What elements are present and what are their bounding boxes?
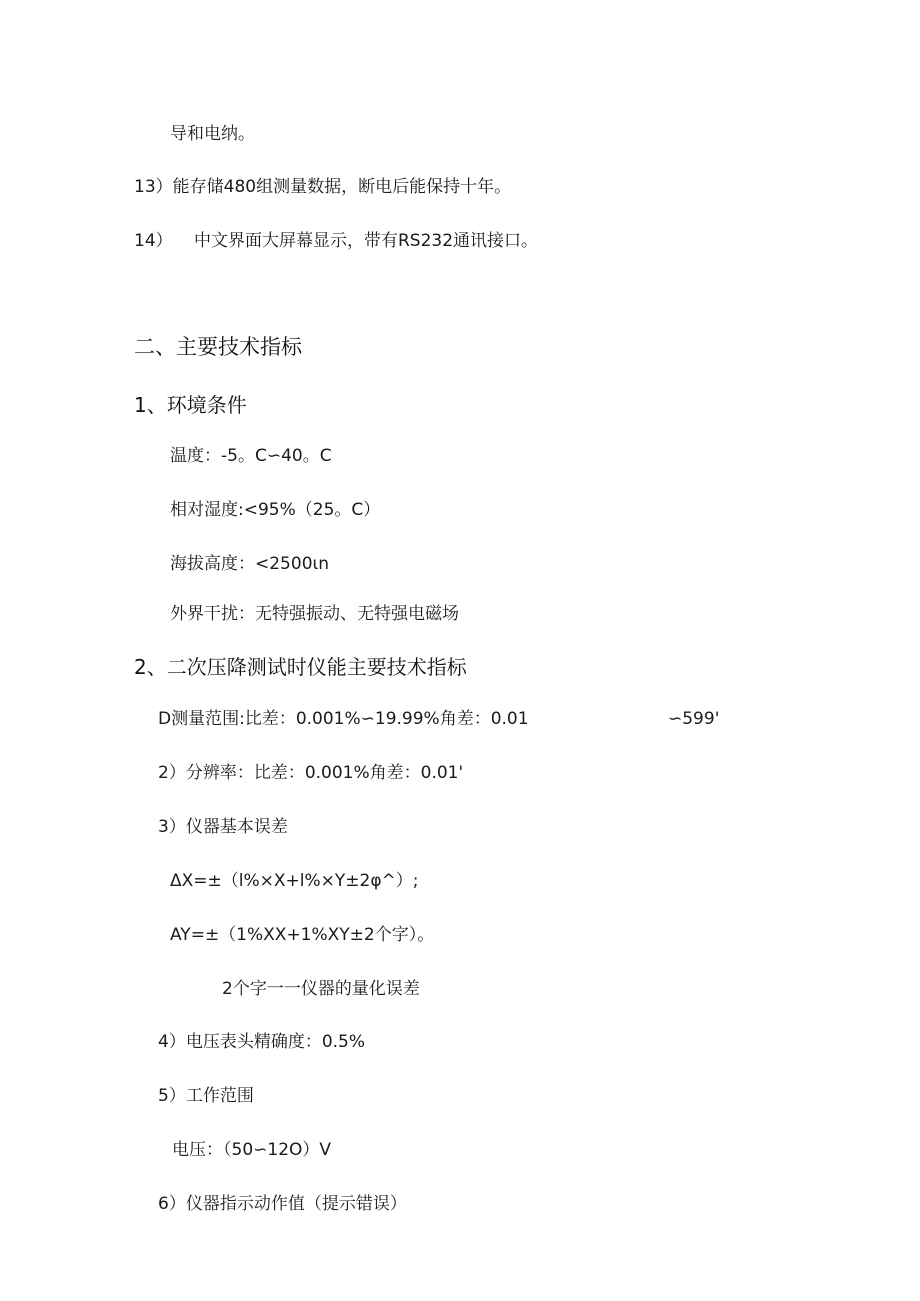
formula-delta-x: ΔX=±（l%×X+l%×Y±2φ^）; — [170, 871, 419, 891]
feature-text: 能存储480组测量数据，断电后能保持十年。 — [172, 177, 512, 197]
env-interference: 外界干扰：无特强振动、无特强电磁场 — [170, 604, 459, 624]
env-conditions-heading: 1、环境条件 — [134, 393, 247, 417]
env-temperature: 温度：-5。C∽40。C — [170, 446, 332, 466]
spec-voltmeter-accuracy: 4）电压表头精确度：0.5% — [158, 1032, 366, 1052]
spec-voltage-range: 电压：（50∽12O）V — [172, 1140, 332, 1160]
spec-working-range-title: 5）工作范围 — [158, 1086, 254, 1106]
spec-measure-range-angle-end: ∽599' — [668, 709, 720, 729]
specs-heading: 2、二次压降测试时仪能主要技术指标 — [134, 655, 467, 679]
spec-resolution: 2）分辨率：比差：0.001%角差：0.01' — [158, 763, 464, 783]
formula-note: 2个字一一仪器的量化误差 — [222, 979, 420, 999]
env-altitude: 海拔高度：<2500ιn — [170, 554, 330, 574]
continuation-text: 导和电纳。 — [170, 124, 255, 144]
spec-basic-error-title: 3）仪器基本误差 — [158, 817, 288, 837]
feature-number: 14） — [134, 231, 173, 251]
section-heading: 二、主要技术指标 — [134, 335, 302, 359]
feature-number: 13） — [134, 177, 173, 197]
env-humidity: 相对湿度:<95%（25。C） — [170, 500, 381, 520]
feature-text: 中文界面大屏幕显示，带有RS232通讯接口。 — [194, 231, 539, 251]
feature-item-13 — [134, 175, 511, 199]
feature-item-14 — [134, 229, 538, 253]
spec-measure-range: D测量范围:比差：0.001%∽19.99%角差：0.01 — [158, 709, 529, 729]
spec-indication-value: 6）仪器指示动作值（提示错误） — [158, 1194, 407, 1214]
formula-delta-y: AY=±（1%XX+1%XY±2个字）。 — [170, 925, 435, 945]
